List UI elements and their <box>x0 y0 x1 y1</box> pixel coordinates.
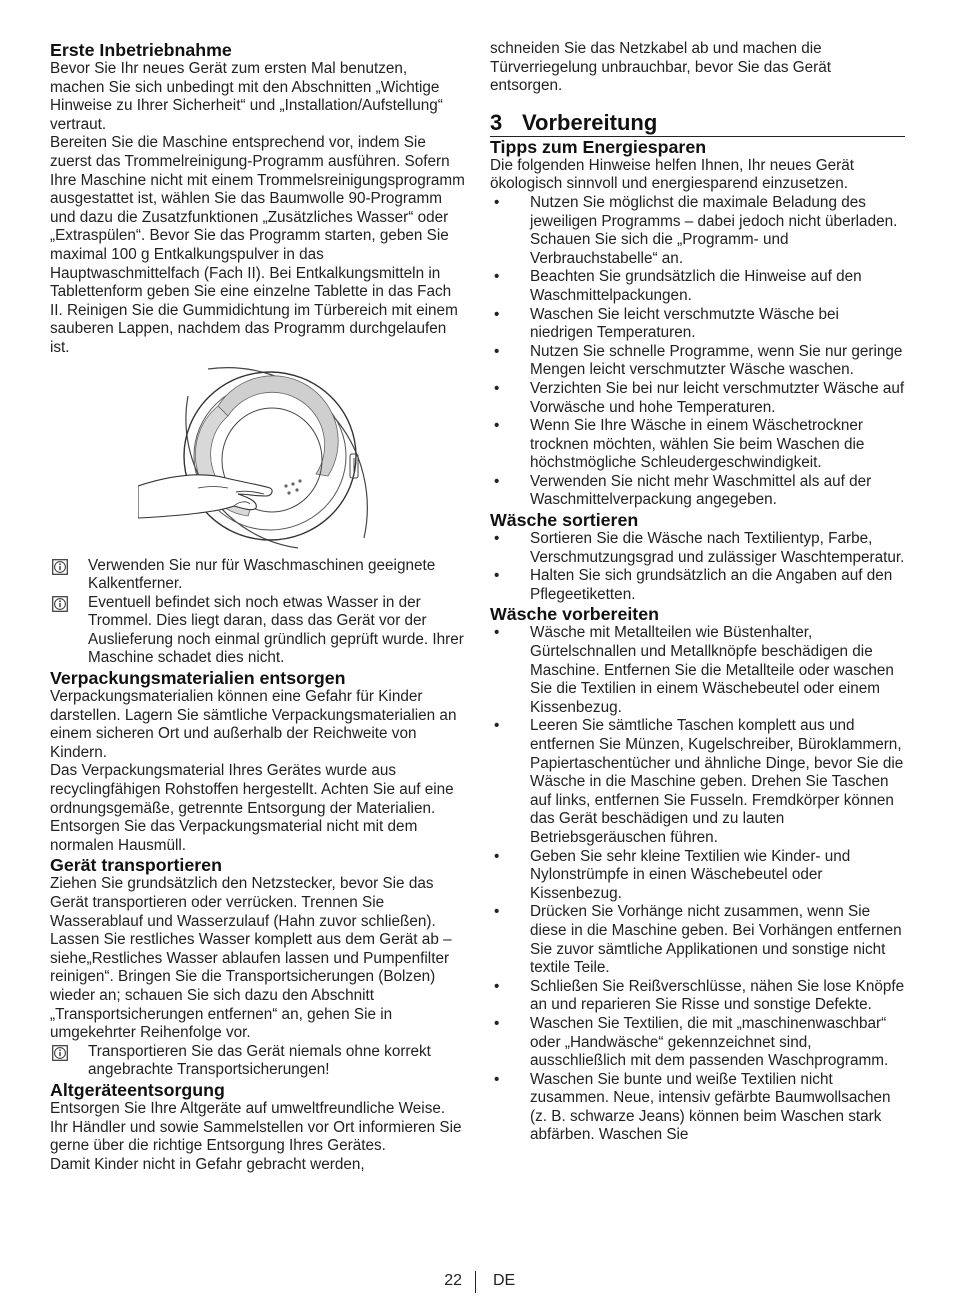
list-item: • Verzichten Sie bei nur leicht verschmutzter Wäsche auf Vorwäsche und hohe Temperaturen. <box>490 380 905 417</box>
list-item: • Geben Sie sehr kleine Textilien wie Kinder- und Nylonstrümpfe in einen Wäschebeutel oder Kissenbezug. <box>490 848 905 904</box>
heading-altgeraeteentsorgung: Altgeräteentsorgung <box>50 1079 225 1100</box>
list-item: • Waschen Sie leicht verschmutzte Wäsche bei niedrigen Temperaturen. <box>490 306 905 343</box>
info-icon <box>52 1045 68 1061</box>
info-icon <box>52 596 68 612</box>
list-item: • Schließen Sie Reißverschlüsse, nähen Sie lose Knöpfe an und reparieren Sie Risse und sonstige Defekte. <box>490 978 905 1015</box>
language-code: DE <box>493 1272 516 1289</box>
list-item: • Nutzen Sie möglichst die maximale Beladung des jeweiligen Programms – dabei jedoch nicht überladen. Schauen Sie sich die „Programm- und Verbrauchstabelle“ an. <box>490 194 905 268</box>
energy-tips-list <box>490 194 905 510</box>
list-item: • Verwenden Sie nicht mehr Waschmittel als auf der Waschmittelverpackung angegeben. <box>490 473 905 510</box>
paragraph: Die folgenden Hinweise helfen Ihnen, Ihr neues Gerät ökologisch sinnvoll und energiesparend einzusetzen. <box>490 156 854 193</box>
list-item: • Leeren Sie sämtliche Taschen komplett aus und entfernen Sie Münzen, Kugelschreiber, Büroklammern, Papiertaschentücher und ähnliche Dinge, bevor Sie die Wäsche in die Maschine geben. Drehen Sie Taschen auf links, entfernen Sie Fusseln. Fremdkörper können das Gerät beschädigen und zu lauten Betriebsgeräuschen führen. <box>490 717 905 847</box>
heading-geraet-transportieren: Gerät transportieren <box>50 855 222 876</box>
info-note <box>50 594 465 668</box>
paragraph: Bevor Sie Ihr neues Gerät zum ersten Mal benutzen, machen Sie sich unbedingt mit den Abschnitten „Wichtige Hinweise zu Ihrer Sicherheit“ und „Installation/Aufstellung“ vertraut. <box>50 60 443 133</box>
heading-erste-inbetriebnahme: Erste Inbetriebnahme <box>50 40 232 60</box>
list-item: • Waschen Sie bunte und weiße Textilien nicht zusammen. Neue, intensiv gefärbte Baumwollsachen (z. B. schwarze Jeans) können beim Waschen stark abfärben. Waschen Sie <box>490 1071 905 1145</box>
note-text: Eventuell befindet sich noch etwas Wasser in der Trommel. Dies liegt daran, dass das Gerät vor der Auslieferung noch einmal gründlich geprüft wurde. Ihrer Maschine schadet dies nicht. <box>88 593 464 667</box>
chapter-heading <box>490 110 905 137</box>
list-item: • Sortieren Sie die Wäsche nach Textilientyp, Farbe, Verschmutzungsgrad und zulässiger Waschtemperatur. <box>490 530 905 567</box>
list-item: • Wenn Sie Ihre Wäsche in einem Wäschetrockner trocknen möchten, wählen Sie beim Waschen die höchstmögliche Schleudergeschwindigkeit. <box>490 417 905 473</box>
prepare-laundry-list <box>490 624 905 1145</box>
heading-tipps-energiesparen: Tipps zum Energiesparen <box>490 136 707 157</box>
footer-divider <box>475 1271 476 1293</box>
page-number: 22 <box>444 1272 462 1289</box>
list-item: • Beachten Sie grundsätzlich die Hinweise auf den Waschmittelpackungen. <box>490 268 905 305</box>
continuation-paragraph: schneiden Sie das Netzkabel ab und machen die Türverriegelung unbrauchbar, bevor Sie das Gerät entsorgen. <box>490 40 831 95</box>
list-item: • Nutzen Sie schnelle Programme, wenn Sie nur geringe Mengen leicht verschmutzter Wäsche waschen. <box>490 343 905 380</box>
paragraph: Ziehen Sie grundsätzlich den Netzstecker, bevor Sie das Gerät transportieren oder verrücken. Trennen Sie Wasserablauf und Wasserzulauf (Hahn zuvor schließen). Lassen Sie restliches Wasser komplett aus dem Gerät ab – siehe„Restliches Wasser ablaufen lassen und Pumpenfilter reinigen“. Bringen Sie die Transportsicherungen (Bolzen) wieder an; schauen Sie sich dazu den Abschnitt „Transportsicherungen entfernen“ an, gehen Sie in umgekehrter Reihenfolge vor. <box>50 875 452 1042</box>
info-note <box>50 557 465 594</box>
paragraph: Ihr Händler und sowie Sammelstellen vor Ort informieren Sie gerne über die richtige Entsorgung Ihres Gerätes. <box>50 1118 462 1155</box>
chapter-title: Vorbereitung <box>522 109 658 135</box>
info-icon <box>52 559 68 575</box>
list-item: • Wäsche mit Metallteilen wie Büstenhalter, Gürtelschnallen und Metallknöpfe beschädigen die Maschine. Entfernen Sie die Metallteile oder waschen Sie die Textilien in einem Wäschebeutel oder einem Kissenbezug. <box>490 624 905 717</box>
list-item: • Halten Sie sich grundsätzlich an die Angaben auf den Pflegeetiketten. <box>490 567 905 604</box>
paragraph: Damit Kinder nicht in Gefahr gebracht werden, <box>50 1155 365 1173</box>
washing-machine-door-icon <box>138 366 378 551</box>
sort-laundry-list <box>490 530 905 604</box>
list-item: • Drücken Sie Vorhänge nicht zusammen, wenn Sie diese in die Maschine geben. Bei Vorhängen entfernen Sie zuvor sämtliche Applikationen und sonstige nicht textile Teile. <box>490 903 905 977</box>
list-item: • Waschen Sie Textilien, die mit „maschinenwaschbar“ oder „Handwäsche“ gekennzeichnet sind, ausschließlich mit dem passenden Waschprogramm. <box>490 1015 905 1071</box>
paragraph: Entsorgen Sie Ihre Altgeräte auf umweltfreundliche Weise. <box>50 1099 446 1117</box>
paragraph: Verpackungsmaterialien können eine Gefahr für Kinder darstellen. Lagern Sie sämtliche Verpackungsmaterialien an einem sicheren Ort und außerhalb der Reichweite von Kindern. <box>50 688 457 761</box>
heading-verpackungsmaterialien: Verpackungsmaterialien entsorgen <box>50 668 346 689</box>
heading-waesche-sortieren: Wäsche sortieren <box>490 510 639 531</box>
info-note <box>50 1043 465 1080</box>
note-text: Verwenden Sie nur für Waschmaschinen geeignete Kalkentferner. <box>88 556 436 593</box>
heading-waesche-vorbereiten: Wäsche vorbereiten <box>490 604 659 625</box>
page-footer <box>0 1271 954 1293</box>
paragraph: Bereiten Sie die Maschine entsprechend vor, indem Sie zuerst das Trommelreinigung-Programm ausführen. Sofern Ihre Maschine nicht mit einem Trommelsreinigungsprogramm ausgestattet ist, wählen Sie das Baumwolle 90-Programm und dazu die Zusatzfunktionen „Zusätzliches Wasser“ oder „Extraspülen“. Bevor Sie das Programm starten, geben Sie maximal 100 g Entkalkungspulver in das Hauptwaschmittelfach (Fach II). Bei Entkalkungsmitteln in Tablettenform geben Sie eine einzelne Tablette in das Fach II. Reinigen Sie die Gummidichtung im Türbereich mit einem sauberen Lappen, nachdem das Programm durchgelaufen ist. <box>50 134 465 356</box>
left-column <box>50 40 465 1174</box>
note-text: Transportieren Sie das Gerät niemals ohne korrekt angebrachte Transportsicherungen! <box>88 1042 431 1079</box>
door-seal-illustration <box>50 366 465 551</box>
paragraph: Das Verpackungsmaterial Ihres Gerätes wurde aus recyclingfähigen Rohstoffen hergestellt. Achten Sie auf eine ordnungsgemäße, getrennte Entsorgung der Materialien. Entsorgen Sie das Verpackungsmaterial nicht mit dem normalen Hausmüll. <box>50 762 454 854</box>
chapter-number: 3 <box>490 109 503 135</box>
right-column <box>490 40 905 1145</box>
